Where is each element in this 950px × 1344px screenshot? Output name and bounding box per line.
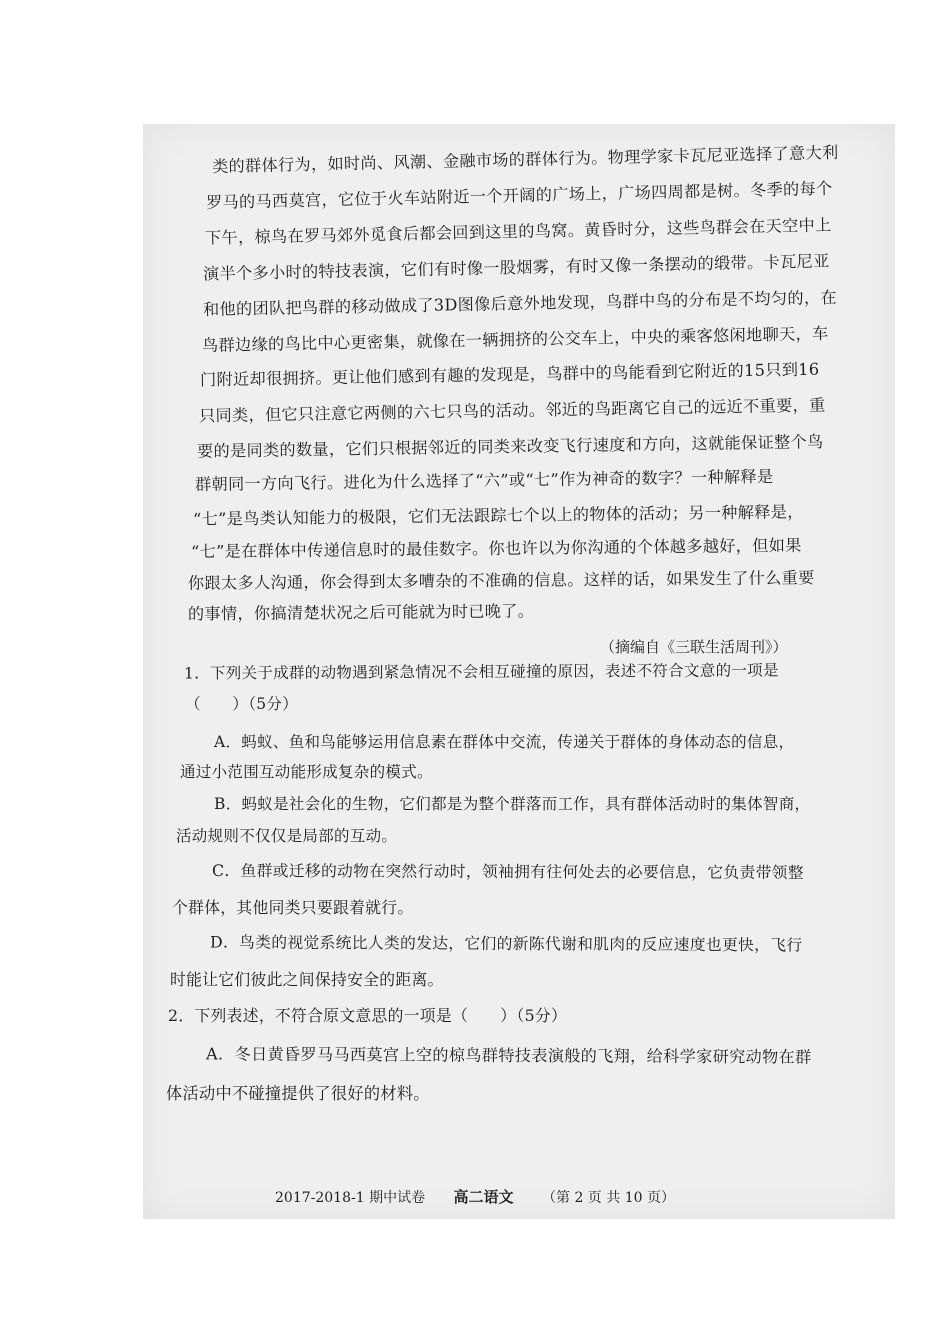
passage-line: 鸟群边缘的鸟比中心更密集，就像在一辆拥挤的公交车上，中央的乘客悠闲地聊天，车 <box>201 323 829 356</box>
passage-line: 只同类，但它只注意它两侧的六七只鸟的活动。邻近的鸟距离它自己的远近不重要，重 <box>198 395 826 426</box>
question-line: 体活动中不碰撞提供了很好的材料。 <box>166 1084 430 1103</box>
source-citation: （摘编自《三联生活周刊》） <box>600 638 788 656</box>
passage-line: 下午，椋鸟在罗马郊外觅食后都会回到这里的鸟窝。黄昏时分，这些鸟群会在天空中上 <box>204 215 832 248</box>
question-line: 通过小范围互动能形成复杂的模式。 <box>180 763 433 781</box>
passage-line: 你跟太多人沟通，你会得到太多嘈杂的不准确的信息。这样的话，如果发生了什么重要 <box>187 568 815 593</box>
question-line: 2．下列表述，不符合原文意思的一项是（ ）（5分） <box>168 1006 568 1025</box>
passage-line: “七”是鸟类认知能力的极限，它们无法跟踪七个以上的物体的活动；另一种解释是， <box>192 502 804 529</box>
subject-title: 高二语文 <box>453 1188 514 1206</box>
exam-title: 2017-2018-1 期中试卷 <box>275 1190 426 1206</box>
passage-line: 演半个多小时的特技表演，它们有时像一股烟雾，有时又像一条摆动的缎带。卡瓦尼亚 <box>202 251 830 284</box>
passage-line: 罗马的马西莫宫，它位于火车站附近一个开阔的广场上，广场四周都是树。冬季的每个 <box>205 178 833 213</box>
passage-line: 的事情，你搞清楚状况之后可能就为时已晚了。 <box>187 601 535 624</box>
passage-line: 要的是同类的数量，它们只根据邻近的同类来改变飞行速度和方向，这就能保证整个鸟 <box>196 432 824 461</box>
question-line: B．蚂蚁是社会化的生物，它们都是为整个群落而工作，具有群体活动时的集体智商， <box>214 795 811 813</box>
question-line: 1．下列关于成群的动物遇到紧急情况不会相互碰撞的原因，表述不符合文意的一项是 <box>183 661 779 683</box>
question-line: 活动规则不仅仅是局部的互动。 <box>176 827 398 845</box>
question-line: A．蚂蚁、鱼和鸟能够运用信息素在群体中交流，传递关于群体的身体动态的信息， <box>214 733 795 751</box>
question-line: A．冬日黄昏罗马马西莫宫上空的椋鸟群特技表演般的飞翔，给科学家研究动物在群 <box>205 1044 812 1067</box>
question-line: （ ）（5分） <box>185 695 299 713</box>
passage-line: “七”是在群体中传递信息时的最佳数字。你也许以为你沟通的个体越多越好，但如果 <box>190 535 802 562</box>
page-footer <box>0 1186 950 1207</box>
page-number: （第 2 页 共 10 页） <box>542 1190 675 1206</box>
question-line: 时能让它们彼此之间保持安全的距离。 <box>170 970 444 989</box>
question-line: 个群体，其他同类只要跟着就行。 <box>172 898 414 917</box>
passage-line: 门附近却很拥挤。更让他们感到有趣的发现是，鸟群中的鸟能看到它附近的15只到16 <box>199 359 820 390</box>
passage-line: 和他的团队把鸟群的移动做成了3D图像后意外地发现，鸟群中鸟的分布是不均匀的，在 <box>202 287 838 320</box>
passage-line: 类的群体行为，如时尚、风潮、金融市场的群体行为。物理学家卡瓦尼亚选择了意大利 <box>211 142 839 177</box>
question-line: C．鱼群或迁移的动物在突然行动时，领袖拥有往何处去的必要信息，它负责带领整 <box>211 860 804 883</box>
passage-line: 群朝同一方向飞行。进化为什么选择了“六”或“七”作为神奇的数字？一种解释是 <box>194 466 774 495</box>
question-line: D．鸟类的视觉系统比人类的发达，它们的新陈代谢和肌肉的反应速度也更快，飞行 <box>209 932 803 955</box>
